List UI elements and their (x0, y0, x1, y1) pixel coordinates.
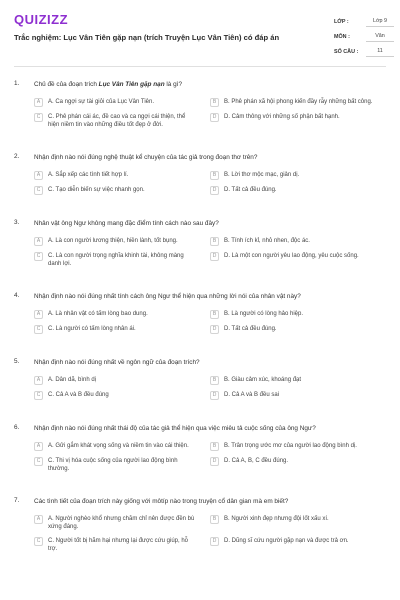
option-text: C. Phê phán cái ác, đề cao và ca ngợi cái thiện, thể hiện niềm tin vào những điều tốt đẹp ở đời. (48, 114, 186, 128)
option-text: D. Tất cả đều đúng. (224, 326, 277, 332)
option-text: C. Là con người trọng nghĩa khinh tài, không màng danh lợi. (48, 253, 184, 267)
question-text (34, 497, 374, 506)
question-header (14, 420, 386, 442)
question-text (34, 80, 374, 89)
option-text: A. Sắp xếp các tình tiết hợp lí. (48, 172, 129, 178)
option-letter-badge: B (210, 376, 219, 385)
meta-label: MÔN : (334, 34, 350, 40)
option-letter-badge: A (34, 515, 43, 524)
option-letter-badge: A (34, 376, 43, 385)
answer-options (14, 515, 386, 559)
question-text-part: Nhận định nào nói đúng nhất về ngôn ngữ của đoạn trích? (34, 359, 200, 366)
option-text: B. Người xinh đẹp nhưng đội lốt xấu xí. (224, 516, 329, 522)
question-number: 1. (14, 80, 20, 87)
question-number: 4. (14, 292, 20, 299)
worksheet-header (14, 12, 386, 62)
answer-option[interactable] (210, 457, 386, 479)
option-letter-badge: C (34, 325, 43, 334)
option-text: A. Là con người lương thiện, hiền lành, tốt bụng. (48, 238, 178, 244)
option-letter-badge: D (210, 252, 219, 261)
question-item (14, 354, 386, 406)
option-text: D. Cả A và B đều sai (224, 392, 280, 398)
question-header (14, 76, 386, 98)
question-text-part: Nhân vật ông Ngư không mang đặc điểm tính cách nào sau đây? (34, 220, 219, 227)
meta-row-class (334, 15, 396, 30)
answer-option[interactable] (34, 442, 210, 457)
answer-option[interactable] (34, 252, 210, 274)
option-text: A. Người nghèo khổ nhưng chăm chỉ nên được đền bù xứng đáng. (48, 516, 195, 530)
option-text: C. Tạo diễn biến sự việc nhanh gọn. (48, 187, 145, 193)
option-text: B. Giàu cảm xúc, khoáng đạt (224, 377, 302, 383)
option-letter-badge: A (34, 237, 43, 246)
question-text (34, 153, 374, 162)
option-text: B. Là người có lòng hảo hiệp. (224, 311, 304, 317)
question-item (14, 215, 386, 274)
question-text (34, 358, 374, 367)
option-letter-badge: B (210, 98, 219, 107)
answer-option[interactable] (210, 113, 386, 135)
option-letter-badge: D (210, 391, 219, 400)
meta-value: 11 (366, 45, 394, 57)
option-letter-badge: B (210, 237, 219, 246)
meta-label: SỐ CÂU : (334, 49, 359, 55)
answer-option[interactable] (210, 376, 386, 391)
page-title: Trắc nghiệm: Lục Vân Tiên gặp nạn (trích Truyện Lục Vân Tiên) có đáp án (14, 33, 280, 42)
quizizz-logo: QUIZIZZ (14, 12, 69, 27)
answer-option[interactable] (34, 376, 210, 391)
question-text (34, 424, 374, 433)
question-text-part: là gì? (164, 81, 183, 88)
meta-value: Lớp 9 (366, 15, 394, 27)
option-text: C. Là người có tấm lòng nhân ái. (48, 326, 136, 332)
option-text: D. Tất cả đều đúng. (224, 187, 277, 193)
answer-option[interactable] (210, 515, 386, 537)
option-letter-badge: A (34, 442, 43, 451)
question-header (14, 354, 386, 376)
answer-option[interactable] (210, 252, 386, 274)
question-text-part: Nhận định nào nói đúng nhất thái độ của tác giả thể hiện qua việc miêu tả cuộc sống của ông Ngư? (34, 425, 316, 432)
option-letter-badge: C (34, 113, 43, 122)
answer-option[interactable] (210, 537, 386, 559)
answer-option[interactable] (34, 113, 210, 135)
option-text: A. Là nhân vật có tấm lòng bao dung. (48, 311, 148, 317)
answer-options (14, 376, 386, 406)
meta-value: Văn (366, 30, 394, 42)
option-letter-badge: D (210, 186, 219, 195)
option-text: C. Thi vị hóa cuộc sống của người lao động bình thường. (48, 458, 178, 472)
question-header (14, 149, 386, 171)
option-letter-badge: C (34, 252, 43, 261)
answer-option[interactable] (34, 391, 210, 406)
question-item (14, 493, 386, 559)
answer-option[interactable] (34, 325, 210, 340)
option-letter-badge: B (210, 310, 219, 319)
answer-options (14, 98, 386, 135)
answer-option[interactable] (210, 186, 386, 201)
question-text-emphasis: Lục Vân Tiên gặp nạn (98, 81, 165, 88)
option-text: D. Là một con người yêu lao động, yêu cuộc sống. (224, 253, 359, 259)
option-letter-badge: C (34, 537, 43, 546)
answer-option[interactable] (210, 310, 386, 325)
question-number: 6. (14, 424, 20, 431)
question-number: 3. (14, 219, 20, 226)
answer-option[interactable] (210, 171, 386, 186)
answer-options (14, 237, 386, 274)
answer-options (14, 171, 386, 201)
option-letter-badge: A (34, 310, 43, 319)
option-text: D. Dũng sĩ cứu người gặp nạn và được trả ơn. (224, 538, 349, 544)
answer-option[interactable] (210, 442, 386, 457)
meta-row-question-count (334, 45, 396, 60)
answer-options (14, 310, 386, 340)
option-text: C. Người tốt bị hãm hại nhưng lại được cứu giúp, hỗ trợ. (48, 538, 189, 552)
question-list (14, 76, 386, 559)
question-header (14, 288, 386, 310)
option-text: B. Phê phán xã hội phong kiến đầy rẫy những bất công. (224, 99, 373, 105)
question-item (14, 420, 386, 479)
option-letter-badge: D (210, 457, 219, 466)
answer-option[interactable] (34, 171, 210, 186)
question-text (34, 292, 374, 301)
question-item (14, 288, 386, 340)
question-text-part: Chủ đề của đoạn trích (34, 81, 99, 88)
option-letter-badge: A (34, 171, 43, 180)
answer-option[interactable] (210, 237, 386, 252)
meta-label: LỚP : (334, 19, 349, 25)
option-text: B. Trân trọng ước mơ của người lao động bình dị. (224, 443, 357, 449)
question-header (14, 493, 386, 515)
option-text: B. Lời thơ mộc mạc, giản dị. (224, 172, 300, 178)
option-letter-badge: A (34, 98, 43, 107)
meta-info (334, 15, 396, 60)
answer-option[interactable] (34, 537, 210, 559)
answer-option[interactable] (34, 98, 210, 113)
option-letter-badge: C (34, 457, 43, 466)
option-text: A. Gửi gắm khát vọng sống và niềm tin vào cái thiện. (48, 443, 189, 449)
answer-option[interactable] (34, 186, 210, 201)
option-text: B. Tính ích kỉ, nhỏ nhen, độc ác. (224, 238, 310, 244)
option-letter-badge: C (34, 391, 43, 400)
option-letter-badge: C (34, 186, 43, 195)
option-text: D. Cảm thông với những số phận bất hạnh. (224, 114, 340, 120)
meta-row-subject (334, 30, 396, 45)
header-divider (14, 66, 386, 67)
question-header (14, 215, 386, 237)
question-item (14, 149, 386, 201)
question-text-part: Các tình tiết của đoạn trích này giống với môtíp nào trong truyện cổ dân gian mà em biết? (34, 498, 289, 505)
option-text: A. Dân dã, bình dị (48, 377, 97, 383)
question-number: 7. (14, 497, 20, 504)
answer-option[interactable] (210, 391, 386, 406)
option-text: C. Cả A và B đều đúng (48, 392, 109, 398)
option-letter-badge: B (210, 442, 219, 451)
answer-options (14, 442, 386, 479)
answer-option[interactable] (34, 457, 210, 479)
question-number: 2. (14, 153, 20, 160)
answer-option[interactable] (210, 325, 386, 340)
option-letter-badge: B (210, 171, 219, 180)
question-text-part: Nhận định nào nói đúng nghệ thuật kể chuyện của tác giả trong đoạn thơ trên? (34, 154, 258, 161)
question-item (14, 76, 386, 135)
answer-option[interactable] (34, 237, 210, 252)
question-text-part: Nhận định nào nói đúng nhất tính cách ông Ngư thể hiện qua những lời nói của nhân vật này? (34, 293, 301, 300)
option-letter-badge: D (210, 113, 219, 122)
option-letter-badge: D (210, 537, 219, 546)
option-letter-badge: B (210, 515, 219, 524)
answer-option[interactable] (34, 515, 210, 537)
answer-option[interactable] (34, 310, 210, 325)
option-text: A. Ca ngợi sự tài giỏi của Lục Vân Tiên. (48, 99, 155, 105)
question-text (34, 219, 374, 228)
question-number: 5. (14, 358, 20, 365)
option-text: D. Cả A, B, C đều đúng. (224, 458, 289, 464)
option-letter-badge: D (210, 325, 219, 334)
answer-option[interactable] (210, 98, 386, 113)
